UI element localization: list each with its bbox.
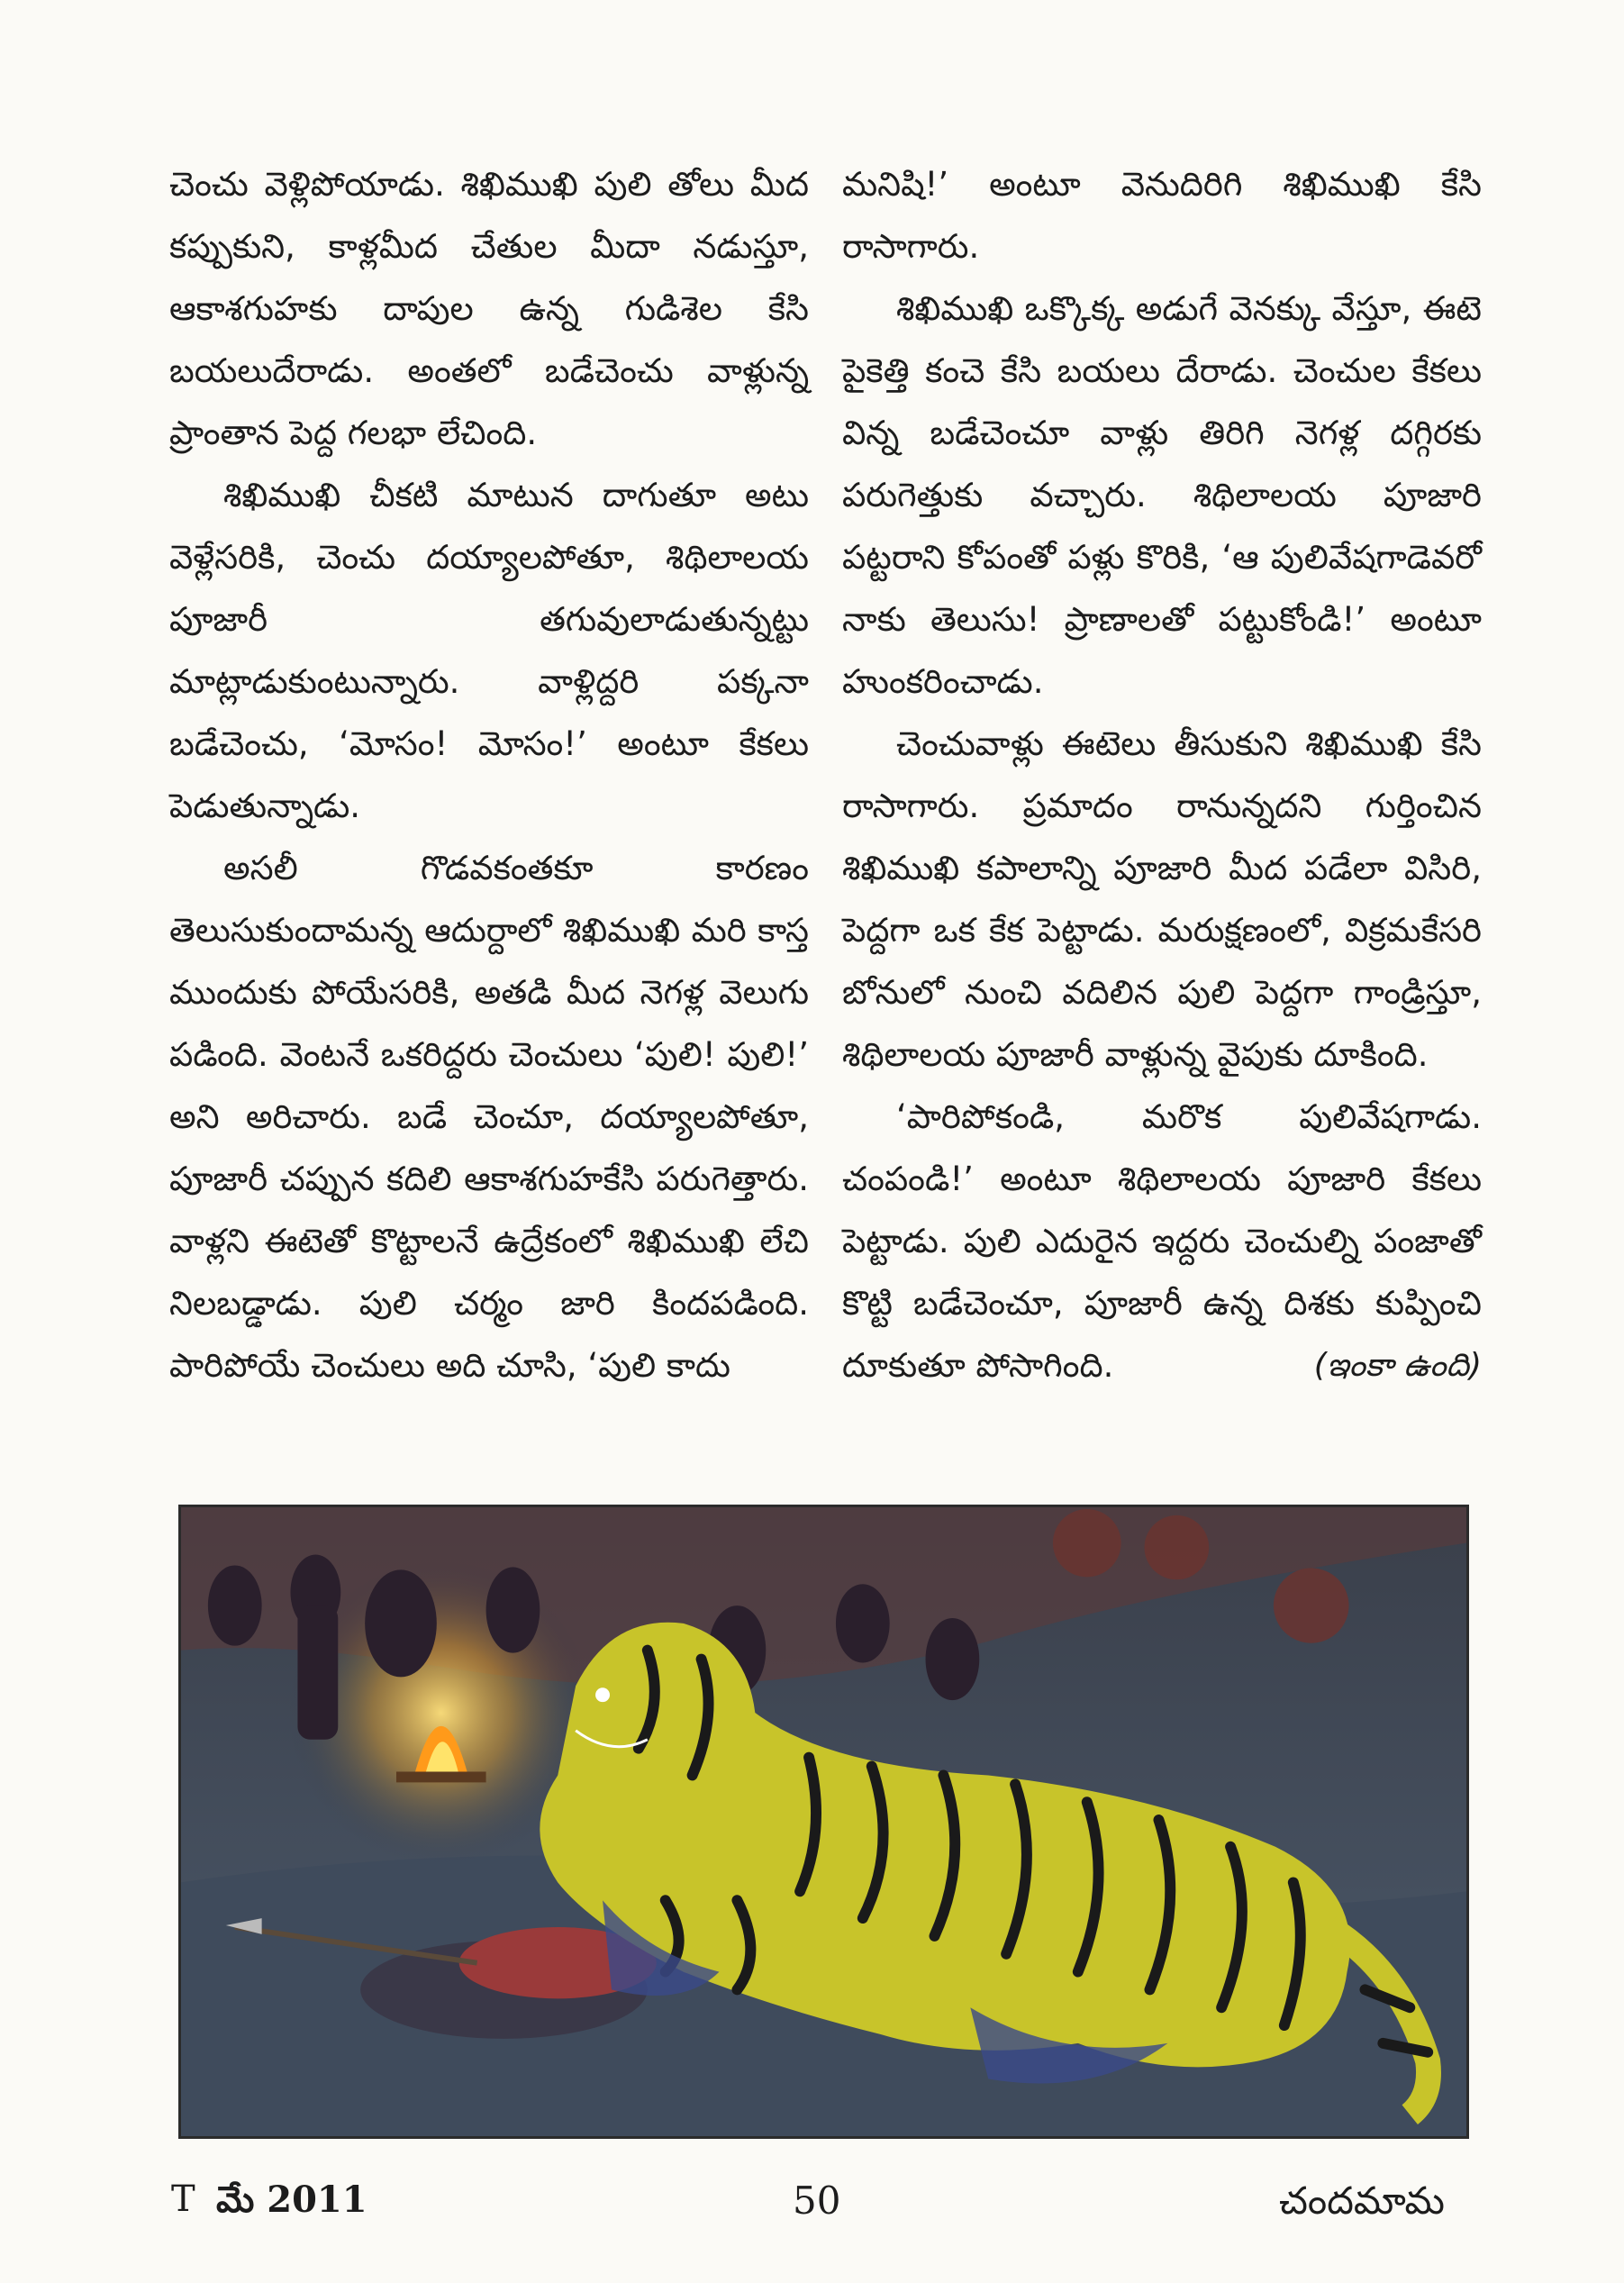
story-paragraph: చెంచువాళ్లు ఈటెలు తీసుకుని శిఖిముఖి కేసి రాసాగారు. ప్రమాదం రానున్నదని గుర్తించిన శిఖిముఖి కపాలాన్ని పూజారి మీద పడేలా విసిరి, పెద్దగా ఒక కేక పెట్టాడు. మరుక్షణంలో, విక్రమకేసరి బోనులో నుంచి వదిలిన పులి పెద్దగా గాండ్రిస్తూ, శిథిలాలయ పూజారీ వాళ్లున్న వైపుకు దూకింది.	[842, 724, 1482, 1074]
story-paragraph: శిఖిముఖి ఒక్కొక్క అడుగే వెనక్కు వేస్తూ, ఈటె పైకెత్తి కంచె కేసి బయలు దేరాడు. చెంచుల కేకలు విన్న బడేచెంచూ వాళ్లు తిరిగి నెగళ్ల దగ్గిరకు పరుగెత్తుకు వచ్చారు. శిథిలాలయ పూజారి పట్టరాని కోపంతో పళ్లు కొరికి, ‘ఆ పులివేషగాడెవరో నాకు తెలుసు! ప్రాణాలతో పట్టుకోండి!’ అంటూ హుంకరించాడు.	[842, 289, 1482, 701]
story-paragraph	[842, 1086, 1482, 1396]
story-paragraph: చెంచు వెళ్లిపోయాడు. శిఖిముఖి పులి తోలు మీద కప్పుకుని, కాళ్లమీద చేతుల మీదా నడుస్తూ, ఆకాశగుహకు దాపుల ఉన్న గుడిశెల కేసి బయలుదేరాడు. అంతలో బడేచెంచు వాళ్లున్న ప్రాంతాన పెద్ద గలభా లేచింది.	[169, 165, 809, 452]
page-footer	[0, 2171, 1624, 2243]
story-paragraph: మనిషి!’ అంటూ వెనుదిరిగి శిఖిముఖి కేసి రాసాగారు.	[842, 165, 1482, 266]
edition-mark: T	[171, 2178, 195, 2220]
text-column-right	[842, 153, 1482, 1396]
to-be-continued-label: (ఇంకా ఉంది)	[1313, 1347, 1482, 1384]
page-number: 50	[793, 2178, 841, 2223]
story-paragraph: శిఖిముఖి చీకటి మాటున దాగుతూ అటు వెళ్లేసరికి, చెంచు దయ్యాలపోతూ, శిథిలాలయ పూజారీ తగువులాడుతున్నట్టు మాట్లాడుకుంటున్నారు. వాళ్లిద్దరి పక్కనా బడేచెంచు, ‘మోసం! మోసం!’ అంటూ కేకలు పెడుతున్నాడు.	[169, 476, 809, 825]
story-paragraph-text: ‘పారిపోకండి, మరొక పులివేషగాడు. చంపండి!’ అంటూ శిథిలాలయ పూజారి కేకలు పెట్టాడు. పులి ఎదురైన ఇద్దరు చెంచుల్ని పంజాతో కొట్టి బడేచెంచూ, పూజారీ ఉన్న దిశకు కుప్పించి దూకుతూ పోసాగింది.	[842, 1097, 1482, 1385]
text-column-left	[169, 153, 809, 1396]
magazine-name: చందమామ	[1279, 2178, 1445, 2223]
story-paragraph: అసలీ గొడవకంతకూ కారణం తెలుసుకుందామన్న ఆదుర్దాలో శిఖిముఖి మరి కాస్త ముందుకు పోయేసరికి, అతడి మీద నెగళ్ల వెలుగు పడింది. వెంటనే ఒకరిద్దరు చెంచులు ‘పులి! పులి!’ అని అరిచారు. బడే చెంచూ, దయ్యాలపోతూ, పూజారీ చప్పున కదిలి ఆకాశగుహకేసి పరుగెత్తారు. వాళ్లని ఈటెతో కొట్టాలనే ఉద్రేకంలో శిఖిముఖి లేచి నిలబడ్డాడు. పులి చర్మం జారి కిందపడింది. పారిపోయే చెంచులు అది చూసి, ‘పులి కాదు	[169, 849, 809, 1385]
tiger-attack-illustration	[178, 1505, 1469, 2139]
illustration-scene	[181, 1507, 1466, 2136]
issue-date: మే 2011	[216, 2178, 367, 2221]
